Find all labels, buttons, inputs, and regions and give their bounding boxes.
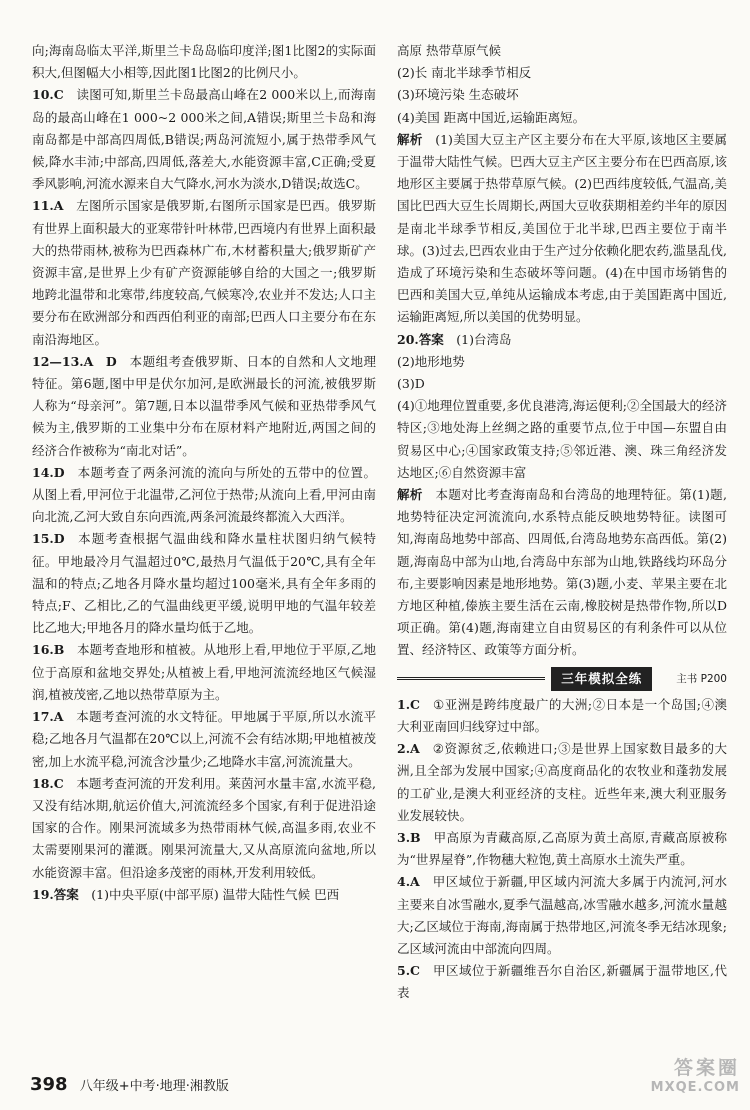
watermark-logo: 答案圈 — [673, 1057, 740, 1079]
answer-item — [397, 827, 727, 871]
answer-item — [397, 484, 727, 662]
left-column — [32, 40, 376, 906]
page-number: 398 — [30, 1074, 68, 1095]
answer-text: 本题考查地形和植被。从地形上看,甲地位于平原,乙地位于高原和盆地交界处;从植被上看,甲地河流流经地区气候湿润,植被茂密,乙地以热带草原为主。 — [32, 642, 376, 702]
answer-label: 4.A — [397, 874, 420, 890]
answer-item — [397, 871, 727, 960]
answer-text: (3)环境污染 生态破坏 — [397, 87, 519, 103]
answer-item — [32, 706, 376, 773]
answer-label: 12—13.A — [32, 353, 94, 369]
answer-text: 读图可知,斯里兰卡岛最高山峰在2 000米以上,而海南岛的最高山峰在1 000~2 000米之间,A错误;斯里兰卡岛和海南岛都是中部高四周低,B错误;两岛河流短小,属于热带季风气候,降水丰沛;中部高,四周低,落差大,水能资源丰富,C正确;受夏季风影响,河流水源来自大气降水,河水为淡水,D错误;故选C。 — [32, 87, 376, 192]
right-column-bottom — [397, 694, 727, 1005]
answer-item — [397, 694, 727, 738]
answer-text: (4)①地理位置重要,多优良港湾,海运便利;②全国最大的经济特区;③地处海上丝绸之路的重要节点,位于中国—东盟自由贸易区中心;④国家政策支持;⑤邻近港、澳、珠三角经济发达地区;⑥自然资源丰富 — [397, 398, 727, 480]
answer-text: (2)长 南北半球季节相反 — [397, 65, 532, 81]
answer-text: 高原 热带草原气候 — [397, 43, 501, 58]
answer-item — [397, 40, 727, 62]
answer-text: (3)D — [397, 376, 425, 392]
section-rule — [397, 677, 545, 680]
answer-item — [32, 40, 376, 84]
answer-label: 17.A — [32, 709, 64, 725]
section-reference: 主书 P200 — [676, 672, 727, 685]
answer-item — [32, 351, 376, 462]
answer-item — [397, 738, 727, 827]
answer-text: 本题组考查俄罗斯、日本的自然和人文地理特征。第6题,图中甲是伏尔加河,是欧洲最长的河流,被俄罗斯人称为“母亲河”。第7题,日本以温带季风气候和亚热带季风气候为主,俄罗斯的工业集中分布在原材料产地附近,两国之间的经济合作被称为“南北对话”。 — [32, 353, 376, 458]
answer-text: (1)中央平原(中部平原) 温带大陆性气候 巴西 — [91, 886, 340, 902]
section-header — [397, 668, 727, 690]
answer-item — [32, 462, 376, 529]
answer-text: 甲高原为青藏高原,乙高原为黄土高原,青藏高原被称为“世界屋脊”,作物穗大粒饱,黄土高原水土流失严重。 — [397, 829, 727, 868]
right-column — [397, 40, 727, 1005]
answer-label: 15.D — [32, 531, 65, 547]
answer-item — [397, 107, 727, 129]
section-title: 三年模拟全练 — [551, 667, 652, 691]
right-column-top — [397, 40, 727, 662]
answer-item — [397, 84, 727, 106]
footer — [30, 1074, 229, 1095]
answer-label: 解析 — [397, 131, 423, 147]
answer-text: ①亚洲是跨纬度最广的大洲;②日本是一个岛国;④澳大利亚南回归线穿过中部。 — [397, 696, 727, 734]
answer-text: 本题考查了两条河流的流向与所处的五带中的位置。从图上看,甲河位于北温带,乙河位于热带;从流向上看,甲河由南向北流,乙河大致自东向西流,两条河流最终都流入大西洋。 — [32, 464, 376, 525]
answer-text: (2)地形地势 — [397, 353, 465, 369]
answer-text: 甲区域位于新疆维吾尔自治区,新疆属于温带地区,代表 — [397, 963, 727, 1001]
answer-item — [32, 195, 376, 350]
answer-label: 10.C — [32, 87, 64, 103]
answer-label: 16.B — [32, 642, 65, 658]
answer-text: (1)美国大豆主产区主要分布在大平原,该地区主要属于温带大陆性气候。巴西大豆主产区主要分布在巴西高原,该地形区主要属于热带草原气候。(2)巴西纬度较低,气温高,美国比巴西大豆生长周期长,两国大豆收获期相差约半年的原因是南北半球季节相反,美国位于北半球,巴西主要位于南半球。(3)过去,巴西农业由于生产过分依赖化肥农药,滥垦乱伐,造成了环境污染和生态破坏等问题。(4)在中国市场销售的巴西和美国大豆,单纯从运输成本考虑,由于美国距离中国近,运输距离短,所以美国的优势明显。 — [397, 131, 727, 325]
answer-item — [397, 395, 727, 484]
answer-item — [397, 329, 727, 351]
answer-label: 11.A — [32, 198, 64, 214]
answer-label: 20.答案 — [397, 331, 444, 347]
watermark — [600, 1058, 740, 1106]
answer-label: 解析 — [397, 487, 423, 503]
answer-text: (4)美国 距离中国近,运输距离短。 — [397, 109, 586, 125]
footer-title: 八年级+中考·地理·湘教版 — [79, 1079, 229, 1094]
answer-text: 向;海南岛临太平洋,斯里兰卡岛岛临印度洋;图1比图2的实际面积大,但图幅大小相等,因此图1比图2的比例尺小。 — [32, 43, 376, 81]
answer-label: 2.A — [397, 741, 420, 757]
answer-label-extra: D — [105, 353, 117, 369]
answer-label: 14.D — [32, 464, 65, 480]
answer-item — [397, 62, 727, 84]
answer-text: 本题考查河流的水文特征。甲地属于平原,所以水流平稳;乙地各月气温都在20℃以上,河流不会有结冰期;甲地植被茂密,加上水流平稳,河流含沙量少;乙地降水丰富,河流流量大。 — [32, 709, 376, 769]
watermark-url: MXQE.COM — [650, 1080, 740, 1095]
answer-item — [397, 351, 727, 373]
answer-item — [32, 528, 376, 639]
answer-item — [32, 84, 376, 195]
answer-label: 18.C — [32, 775, 64, 791]
answer-label: 1.C — [397, 696, 420, 712]
answer-label: 19.答案 — [32, 886, 79, 902]
answer-text: 左图所示国家是俄罗斯,右图所示国家是巴西。俄罗斯有世界上面积最大的亚寒带针叶林带,巴西境内有世界上面积最大的热带雨林,被称为巴西森林广布,木材蓄积量大;俄罗斯矿产资源丰富,是世界上少有矿产资源能够自给的大国之一;俄罗斯地跨北温带和北寒带,纬度较高,气候寒冷,农业并不发达;人口主要分布在欧洲部分和西西伯利亚的南部;巴西人口主要分布在东南沿海地区。 — [32, 198, 376, 347]
answer-label: 3.B — [397, 829, 421, 845]
answer-text: 本题对比考查海南岛和台湾岛的地理特征。第(1)题,地势特征决定河流流向,水系特点能反映地势特征。读图可知,海南岛地势中部高、四周低,台湾岛地势东高西低。第(2)题,海南岛中部为山地,台湾岛中东部为山地,铁路线均环岛分布,主要影响因素是地形地势。第(3)题,小麦、苹果主要在北方地区种植,傣族主要生活在云南,橡胶树是热带作物,所以D项正确。第(4)题,海南建立自由贸易区的有利条件可以从位置、经济特区、政策等方面分析。 — [397, 487, 727, 658]
answer-item — [32, 773, 376, 884]
answer-item — [397, 960, 727, 1004]
answer-item — [397, 129, 727, 329]
answer-text: 本题考查河流的开发利用。莱茵河水量丰富,水流平稳,又没有结冰期,航运价值大,河流流经多个国家,有利于促进沿途国家的合作。刚果河流域多为热带雨林气候,高温多雨,农业不太需要刚果河的灌溉。刚果河流量大,又从高原流向盆地,所以水能资源丰富。但沿途多茂密的雨林,开发利用较低。 — [32, 775, 376, 880]
answer-item — [397, 373, 727, 395]
answer-text: 甲区域位于新疆,甲区域内河流大多属于内流河,河水主要来自冰雪融水,夏季气温越高,冰雪融水越多,河流水量越大;乙区域位于海南,海南属于热带地区,河流冬季无结冰现象;乙区域河流由中部流向四周。 — [397, 874, 727, 956]
answer-item — [32, 884, 376, 906]
answer-text: (1)台湾岛 — [456, 331, 512, 347]
answer-text: ②资源贫乏,依赖进口;③是世界上国家数目最多的大洲,且全部为发展中国家;④高度商品化的农牧业和蓬勃发展的工矿业,是澳大利亚经济的支柱。近些年来,澳大利亚服务业发展较快。 — [397, 741, 727, 823]
answer-label: 5.C — [397, 963, 420, 979]
answer-item — [32, 639, 376, 706]
answer-text: 本题考查根据气温曲线和降水量柱状图归纳气候特征。甲地最冷月气温超过0℃,最热月气温低于20℃,具有全年温和的特点;乙地各月降水量均超过100毫米,具有全年多雨的特点;F、乙相比,乙的气温曲线更平缓,说明甲地的气温年较差比乙地大;甲地各月的降水量均低于乙地。 — [32, 531, 376, 636]
